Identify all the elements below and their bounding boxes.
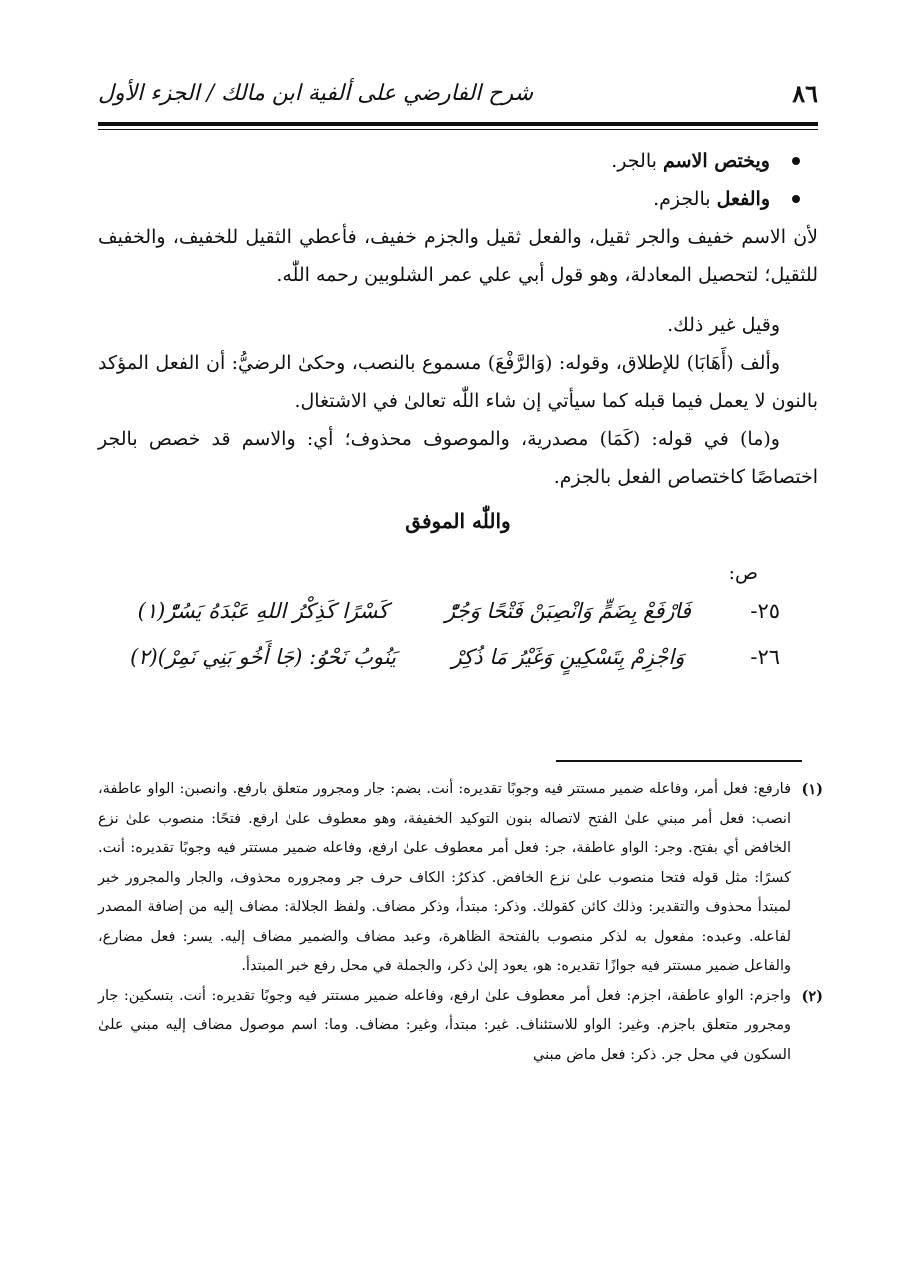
header-rule-thick	[98, 122, 818, 126]
header-rule-thin	[98, 129, 818, 130]
paragraph: لأن الاسم خفيف والجر ثقيل، والفعل ثقيل والجزم خفيف، فأعطي الثقيل للخفيف، والخفيف للثقيل؛ لتحصيل المعادلة، وهو قول أبي علي عمر الشلوبين رحمه اللّٰه.	[98, 226, 818, 286]
footnote-text: فارفع: فعل أمر، وفاعله ضمير مستتر فيه وجوبًا تقديره: أنت. بضم: جار ومجرور متعلق بارفع. وانصبن: الواو عاطفة، انصب: فعل أمر مبني علىٰ الفتح لاتصاله بنون التوكيد الخفيفة، وهو معطوف علىٰ ارفع. فتحًا: منصوب علىٰ نزع الخافض أي بفتح. وجر: الواو عاطفة، جر: فعل أمر معطوف علىٰ ارفع، وفاعله ضمير مستتر فيه وجوبًا تقديره: أنت. كسرًا: مثل قوله فتحا منصوب علىٰ نزع الخافض. كذكرُ: الكاف حرف جر ومجروره محذوف، والجار والمجرور خبر لمبتدأ محذوف والتقدير: وذلك كائن كقولك. وذكر: مبتدأ، وذكر مضاف. ولفظ الجلالة: مضاف إليه من إضافة المصدر لفاعله. وعبده: مفعول به لذكر منصوب بالفتحة الظاهرة، وعبد مضاف والضمير مضاف إليه. يسر: فعل مضارع، والفاعل ضمير مستتر فيه جوازًا تقديره: هو، يعود إلىٰ ذكر، والجملة في محل رفع خبر المبتدأ.	[98, 781, 791, 974]
verse-label: ص:	[728, 562, 758, 584]
paragraph: وألف (أَهَابَا) للإطلاق، وقوله: (وَالرَّفْعَ) مسموع بالنصب، وحكىٰ الرضيُّ: أن الفعل المؤكد بالنون لا يعمل فيما قبله كما سيأتي إن شاء اللّٰه تعالىٰ في الاشتغال.	[98, 352, 818, 412]
verse-line	[98, 592, 818, 638]
paragraph: وقيل غير ذلك.	[667, 314, 780, 336]
verse-line	[98, 638, 818, 684]
footnote-separator	[556, 760, 802, 762]
bullet-text: بالجزم.	[653, 188, 717, 210]
bullet-text: بالجر.	[611, 150, 663, 172]
verse-number: ٢٦-	[750, 645, 780, 669]
page-number: ٨٦	[792, 78, 818, 108]
footnote-text: واجزم: الواو عاطفة، اجزم: فعل أمر معطوف علىٰ ارفع، وفاعله ضمير مستتر فيه وجوبًا تقديره: أنت. بتسكين: جار ومجرور متعلق باجزم. وغير: الواو للاستئناف. غير: مبتدأ، وغير: مضاف. وما: اسم موصول مضاف إليه مبني علىٰ السكون في محل جر. ذكر: فعل ماض مبني	[98, 987, 791, 1063]
closing-heading: واللّٰه الموفق	[405, 509, 511, 533]
paragraph: و(ما) في قوله: (كَمَا) مصدرية، والموصوف محذوف؛ أي: والاسم قد خصص بالجر اختصاصًا كاختصاص الفعل بالجزم.	[98, 428, 818, 488]
bullet-bold-text: ويختص الاسم	[662, 150, 770, 172]
verse-second-hemistich: كَسْرًا كَذِكْرُ اللهِ عَبْدَهُ يَسُرّْ(١)	[137, 599, 389, 623]
running-title: شرح الفارضي على ألفية ابن مالك / الجزء الأول	[98, 80, 534, 106]
footnote-marker: (٢)	[801, 987, 823, 1005]
main-text	[98, 142, 818, 684]
footnote	[98, 982, 823, 1071]
verse-first-hemistich: فَارْفَعْ بِضَمٍّ وَانْصِبَنْ فَتْحًا وَجُرّْ	[445, 599, 691, 623]
page-header	[98, 70, 818, 116]
bullet-item	[98, 142, 818, 180]
bullet-bold-text: والفعل	[716, 188, 770, 210]
footnote	[98, 775, 823, 982]
bullet-item	[98, 180, 818, 218]
bullet-dot-icon	[792, 157, 800, 165]
footnote-marker: (١)	[801, 781, 823, 798]
verse-first-hemistich: وَاجْزِمْ بِتَسْكِينٍ وَغَيْرُ مَا ذُكِرْ	[451, 645, 685, 669]
bullet-dot-icon	[792, 195, 800, 203]
verse-number: ٢٥-	[750, 599, 780, 623]
footnotes	[98, 775, 823, 1070]
verse-second-hemistich: يَنُوبُ نَحْوُ: (جَا أَخُو بَنِي نَمِرْ)(٢)	[130, 645, 396, 669]
